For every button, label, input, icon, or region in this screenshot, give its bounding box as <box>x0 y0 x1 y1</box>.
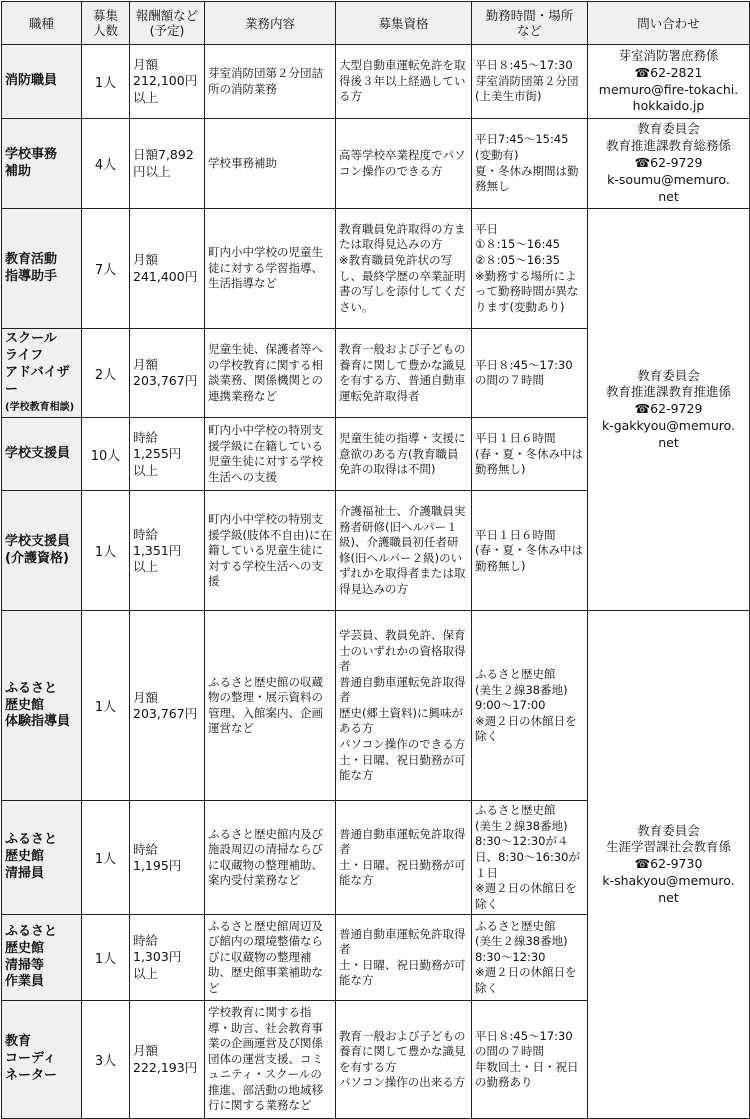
job-work: ふるさと歴史館周辺及び館内の環境整備ならびに収蔵物の整理補助、歴史館事業補助など <box>205 915 336 1001</box>
job-type: ふるさと 歴史館 清掃員 <box>2 801 82 915</box>
job-pay: 月額 241,400円 <box>130 209 205 329</box>
job-pay: 月額 203,767円 <box>130 611 205 801</box>
job-type: 教育活動 指導助手 <box>2 209 82 329</box>
job-time: 平日８:45～17:30の間の７時間 年数回土・日・祝日の勤務あり <box>472 1001 588 1119</box>
job-qualification: 普通自動車運転免許取得者 土・日曜、祝日勤務が可能な方 <box>336 915 472 1001</box>
job-type: 学校支援員 (介護資格) <box>2 491 82 611</box>
header-row <box>2 2 750 45</box>
job-count: 1人 <box>82 611 130 801</box>
job-work: 児童生徒、保護者等への学校教育に関する相談業務、関係機関との連携業務など <box>205 329 336 418</box>
job-time: 平日８:45～17:30の間の７時間 <box>472 329 588 418</box>
job-pay: 時給 1,195円 <box>130 801 205 915</box>
job-type: ふるさと 歴史館 清掃等 作業員 <box>2 915 82 1001</box>
table-row <box>2 45 750 119</box>
job-pay: 月額 212,100円 以上 <box>130 45 205 119</box>
job-qualification: 児童生徒の指導・支援に意欲のある方(教育職員免許の取得は不問) <box>336 418 472 491</box>
header-contact: 問い合わせ <box>588 2 750 45</box>
table-row <box>2 119 750 209</box>
job-count: 1人 <box>82 915 130 1001</box>
job-count: 4人 <box>82 119 130 209</box>
job-time: 平日１日６時間 (春・夏・冬休み中は勤務無し) <box>472 418 588 491</box>
job-time: 平日１日６時間 (春・夏・冬休み中は勤務無し) <box>472 491 588 611</box>
job-time: ふるさと歴史館 (美生２線38番地) 9:00～17:00 ※週２日の休館日を除く <box>472 611 588 801</box>
table-row <box>2 209 750 329</box>
job-qualification: 教育一般および子どもの養育に関して豊かな識見を有する方、普通自動車運転免許取得者 <box>336 329 472 418</box>
contact-education-general: 教育委員会 教育推進課教育総務係 ☎62-9729 k-soumu@memuro. net <box>588 119 750 209</box>
header-qualification: 募集資格 <box>336 2 472 45</box>
job-qualification: 高等学校卒業程度でパソコン操作のできる方 <box>336 119 472 209</box>
job-pay: 日額7,892 円以上 <box>130 119 205 209</box>
job-work: 学校事務補助 <box>205 119 336 209</box>
job-count: 1人 <box>82 491 130 611</box>
job-time: 平日7:45～15:45 (変動有) 夏・冬休み期間は勤務無し <box>472 119 588 209</box>
header-time-place: 勤務時間・場所 など <box>472 2 588 45</box>
job-qualification: 学芸員、教員免許、保育士のいずれかの資格取得者 普通自動車運転免許取得者 歴史(郷土資料)に興味がある方 パソコン操作のできる方 土・日曜、祝日勤務が可能な方 <box>336 611 472 801</box>
job-time: 平日 ①８:15～16:45 ②８:05～16:35 ※勤務する場所によって勤務時間が異なります(変動あり) <box>472 209 588 329</box>
contact-lifelong-learning: 教育委員会 生涯学習課社会教育係 ☎62-9730 k-shakyou@memuro. net <box>588 611 750 1119</box>
job-type: ふるさと 歴史館 体験指導員 <box>2 611 82 801</box>
job-type: スクール ライフ アドバイザー <box>5 331 70 397</box>
header-job-type: 職種 <box>2 2 82 45</box>
job-type: 教育 コーディ ネーター <box>2 1001 82 1119</box>
table-row <box>2 611 750 801</box>
job-time: ふるさと歴史館 (美生２線38番地) 8:30～12:30 ※週２日の休館日を除く <box>472 915 588 1001</box>
job-count: 10人 <box>82 418 130 491</box>
job-count: 7人 <box>82 209 130 329</box>
job-qualification: 大型自動車運転免許を取得後３年以上経過している方 <box>336 45 472 119</box>
contact-education-promotion: 教育委員会 教育推進課教育推進係 ☎62-9729 k-gakkyou@memuro. net <box>588 209 750 611</box>
recruitment-table <box>1 1 750 1119</box>
job-type: 消防職員 <box>2 45 82 119</box>
job-pay: 時給 1,351円 以上 <box>130 491 205 611</box>
job-pay: 月額 222,193円 <box>130 1001 205 1119</box>
job-pay: 時給 1,255円 以上 <box>130 418 205 491</box>
job-time: ふるさと歴史館 (美生２線38番地) 8:30～12:30が４日、8:30～16:30が１日 ※週２日の休館日を除く <box>472 801 588 915</box>
job-count: 1人 <box>82 45 130 119</box>
job-type-cell <box>2 329 82 418</box>
job-work: ふるさと歴史館内及び施設周辺の清掃ならびに収蔵物の整理補助、案内受付業務など <box>205 801 336 915</box>
header-count: 募集 人数 <box>82 2 130 45</box>
job-time: 平日８:45～17:30 芽室消防団第２分団 (上美生市街) <box>472 45 588 119</box>
job-qualification: 教育職員免許取得の方または取得見込みの方 ※教育職員免許状の写し、最終学歴の卒業証明書の写しを添付してください。 <box>336 209 472 329</box>
job-type: 学校支援員 <box>2 418 82 491</box>
contact-fire: 芽室消防署庶務係 ☎62-2821 memuro@fire-tokachi. hokkaido.jp <box>588 45 750 119</box>
job-type: 学校事務 補助 <box>2 119 82 209</box>
job-work: 町内小中学校の児童生徒に対する学習指導、生活指導など <box>205 209 336 329</box>
job-work: 町内小中学校の特別支援学級に在籍している児童生徒に対する学校生活への支援 <box>205 418 336 491</box>
job-qualification: 普通自動車運転免許取得者 土・日曜、祝日勤務が可能な方 <box>336 801 472 915</box>
header-pay: 報酬額など (予定) <box>130 2 205 45</box>
job-work: ふるさと歴史館の収蔵物の整理・展示資料の管理、入館案内、企画運営など <box>205 611 336 801</box>
job-count: 1人 <box>82 801 130 915</box>
job-qualification: 教育一般および子どもの養育に関して豊かな識見を有する方 パソコン操作の出来る方 <box>336 1001 472 1119</box>
job-pay: 時給 1,303円 以上 <box>130 915 205 1001</box>
job-qualification: 介護福祉士、介護職員実務者研修(旧ヘルパー１級)、介護職員初任者研修(旧ヘルパー２級)のいずれかを取得者または取得見込みの方 <box>336 491 472 611</box>
job-count: 2人 <box>82 329 130 418</box>
job-work: 町内小中学校の特別支援学級(肢体不自由)に在籍している児童生徒に対する学校生活への支援 <box>205 491 336 611</box>
header-work: 業務内容 <box>205 2 336 45</box>
job-pay: 月額 203,767円 <box>130 329 205 418</box>
job-count: 3人 <box>82 1001 130 1119</box>
job-type-sub: (学校教育相談) <box>5 401 75 413</box>
job-work: 芽室消防団第２分団詰所の消防業務 <box>205 45 336 119</box>
job-work: 学校教育に関する指導・助言、社会教育事業の企画運営及び関係団体の運営支援、コミュニティ・スクールの推進、部活動の地域移行に関する業務など <box>205 1001 336 1119</box>
